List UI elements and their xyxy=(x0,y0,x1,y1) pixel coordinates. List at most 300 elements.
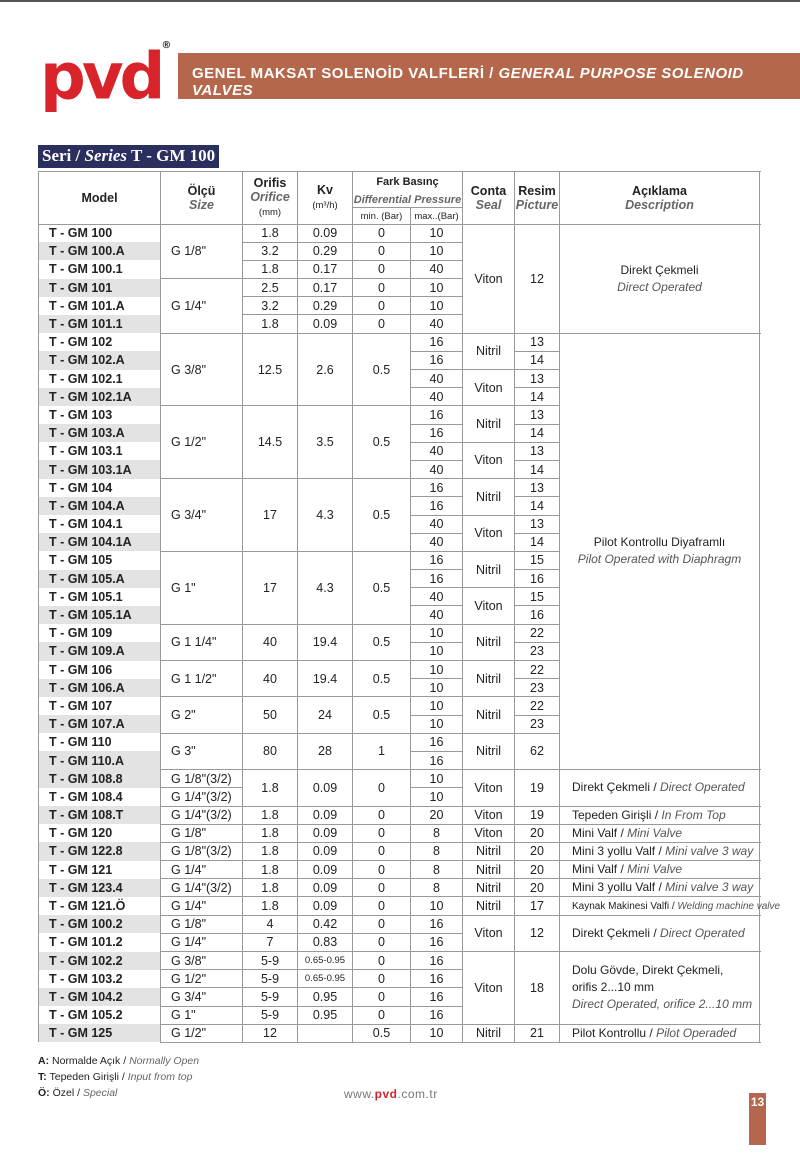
kv-cell: 19.4 xyxy=(298,624,353,660)
picture-cell: 23 xyxy=(515,679,560,697)
picture-cell: 12 xyxy=(515,224,560,333)
picture-cell: 20 xyxy=(515,861,560,879)
orifice-cell: 3.2 xyxy=(243,242,298,260)
seal-cell: Nitril xyxy=(463,897,515,915)
seal-cell: Nitril xyxy=(463,697,515,733)
model-cell: T - GM 106.A xyxy=(39,679,161,697)
orifice-cell: 3.2 xyxy=(243,297,298,315)
model-cell: T - GM 125 xyxy=(39,1024,161,1042)
size-cell: G 3/4" xyxy=(161,479,243,552)
note-t: T: Tepeden Girişli / Input from top xyxy=(38,1071,193,1083)
model-cell: T - GM 102 xyxy=(39,333,161,351)
min-pressure-cell: 0 xyxy=(353,806,411,824)
min-pressure-cell: 0 xyxy=(353,842,411,860)
max-pressure-cell: 10 xyxy=(411,679,463,697)
min-pressure-cell: 0.5 xyxy=(353,406,411,479)
kv-cell: 19.4 xyxy=(298,661,353,697)
orifice-cell: 12 xyxy=(243,1024,298,1042)
min-pressure-cell: 0 xyxy=(353,297,411,315)
col-max: max..(Bar) xyxy=(411,207,463,224)
seal-cell: Viton xyxy=(463,224,515,333)
min-pressure-cell: 0.5 xyxy=(353,479,411,552)
min-pressure-cell: 0.5 xyxy=(353,661,411,697)
size-cell: G 1/2" xyxy=(161,1024,243,1042)
picture-cell: 15 xyxy=(515,551,560,569)
kv-cell: 0.83 xyxy=(298,933,353,951)
model-cell: T - GM 105 xyxy=(39,551,161,569)
description-tr: Tepeden Girişli / xyxy=(572,807,659,822)
model-cell: T - GM 103.A xyxy=(39,424,161,442)
description-tr: Mini Valf / xyxy=(572,862,624,877)
min-pressure-cell: 0 xyxy=(353,952,411,970)
model-cell: T - GM 103.1A xyxy=(39,460,161,478)
model-cell: T - GM 107.A xyxy=(39,715,161,733)
model-cell: T - GM 105.1 xyxy=(39,588,161,606)
model-cell: T - GM 110.A xyxy=(39,751,161,769)
col-diff-pressure: Fark Basınç xyxy=(353,172,463,192)
size-cell: G 1/8"(3/2) xyxy=(161,842,243,860)
model-cell: T - GM 105.2 xyxy=(39,1006,161,1024)
max-pressure-cell: 10 xyxy=(411,224,463,242)
size-cell: G 1 1/4" xyxy=(161,624,243,660)
description-en: Welding machine valve xyxy=(677,900,781,912)
table-row xyxy=(39,952,760,970)
size-cell: G 1/2" xyxy=(161,970,243,988)
min-pressure-cell: 0.5 xyxy=(353,333,411,406)
max-pressure-cell: 40 xyxy=(411,315,463,333)
size-cell: G 1/4" xyxy=(161,897,243,915)
description-tr: Direkt Çekmeli xyxy=(620,262,699,277)
min-pressure-cell: 0 xyxy=(353,279,411,297)
seal-cell: Nitril xyxy=(463,861,515,879)
size-cell: G 1/4"(3/2) xyxy=(161,806,243,824)
kv-cell: 0.09 xyxy=(298,224,353,242)
picture-cell: 13 xyxy=(515,442,560,460)
description-tr: Direkt Çekmeli / xyxy=(572,925,657,940)
picture-cell: 14 xyxy=(515,497,560,515)
model-cell: T - GM 101.A xyxy=(39,297,161,315)
max-pressure-cell: 16 xyxy=(411,406,463,424)
picture-cell: 13 xyxy=(515,333,560,351)
picture-cell: 14 xyxy=(515,388,560,406)
model-cell: T - GM 100.2 xyxy=(39,915,161,933)
description-en: Mini Valve xyxy=(627,862,683,877)
picture-cell: 20 xyxy=(515,842,560,860)
model-cell: T - GM 105.A xyxy=(39,570,161,588)
kv-cell: 4.3 xyxy=(298,479,353,552)
model-cell: T - GM 102.A xyxy=(39,351,161,369)
col-diff-pressure-en: Differential Pressure xyxy=(353,193,462,206)
min-pressure-cell: 0 xyxy=(353,988,411,1006)
max-pressure-cell: 10 xyxy=(411,661,463,679)
picture-cell: 20 xyxy=(515,879,560,897)
min-pressure-cell: 0 xyxy=(353,242,411,260)
model-cell: T - GM 106 xyxy=(39,661,161,679)
description-en: Direct Operated xyxy=(617,279,702,294)
description-en: Direct Operated xyxy=(660,780,745,795)
orifice-cell: 2.5 xyxy=(243,279,298,297)
description-en: Pilot Operated with Diaphragm xyxy=(577,552,742,567)
picture-cell: 13 xyxy=(515,479,560,497)
max-pressure-cell: 16 xyxy=(411,952,463,970)
size-cell: G 3/8" xyxy=(161,333,243,406)
seal-cell: Nitril xyxy=(463,879,515,897)
max-pressure-cell: 16 xyxy=(411,551,463,569)
picture-cell: 19 xyxy=(515,806,560,824)
min-pressure-cell: 0 xyxy=(353,1006,411,1024)
max-pressure-cell: 10 xyxy=(411,697,463,715)
max-pressure-cell: 16 xyxy=(411,733,463,751)
orifice-cell: 40 xyxy=(243,624,298,660)
description-tr: Kaynak Makinesi Valfi / xyxy=(572,900,675,912)
description-cell xyxy=(560,333,760,770)
description-tr: Pilot Kontrollu / xyxy=(572,1025,653,1040)
kv-cell: 28 xyxy=(298,733,353,769)
orifice-cell: 17 xyxy=(243,479,298,552)
kv-cell: 0.09 xyxy=(298,897,353,915)
description-tr: Dolu Gövde, Direkt Çekmeli, xyxy=(572,963,724,978)
model-cell: T - GM 101 xyxy=(39,279,161,297)
size-cell: G 3/8" xyxy=(161,952,243,970)
model-cell: T - GM 109 xyxy=(39,624,161,642)
picture-cell: 16 xyxy=(515,570,560,588)
min-pressure-cell: 0 xyxy=(353,897,411,915)
series-label: Seri / Series T - GM 100 xyxy=(38,145,219,168)
kv-cell: 0.09 xyxy=(298,315,353,333)
orifice-cell: 5-9 xyxy=(243,970,298,988)
model-cell: T - GM 108.T xyxy=(39,806,161,824)
seal-cell: Nitril xyxy=(463,551,515,587)
max-pressure-cell: 16 xyxy=(411,570,463,588)
max-pressure-cell: 10 xyxy=(411,1024,463,1042)
model-cell: T - GM 100.1 xyxy=(39,260,161,278)
model-cell: T - GM 104 xyxy=(39,479,161,497)
max-pressure-cell: 40 xyxy=(411,370,463,388)
size-cell: G 1/4"(3/2) xyxy=(161,788,243,806)
orifice-cell: 1.8 xyxy=(243,315,298,333)
description-tr: Mini 3 yollu Valf / xyxy=(572,843,662,858)
max-pressure-cell: 16 xyxy=(411,497,463,515)
valve-table xyxy=(38,171,781,1043)
picture-cell: 14 xyxy=(515,533,560,551)
max-pressure-cell: 10 xyxy=(411,897,463,915)
description-en: In From Top xyxy=(661,807,726,822)
description-cell xyxy=(560,842,760,860)
description-cell xyxy=(560,861,760,879)
kv-cell: 24 xyxy=(298,697,353,733)
seal-cell: Viton xyxy=(463,806,515,824)
description-tr: Direkt Çekmeli / xyxy=(572,780,657,795)
table-body xyxy=(39,224,781,1042)
min-pressure-cell: 0 xyxy=(353,970,411,988)
orifice-cell: 5-9 xyxy=(243,952,298,970)
seal-cell: Nitril xyxy=(463,661,515,697)
description-en: Direct Operated, orifice 2...10 mm xyxy=(572,997,753,1012)
picture-cell: 14 xyxy=(515,351,560,369)
kv-cell: 0.65-0.95 xyxy=(298,952,353,970)
description-cell xyxy=(560,806,760,824)
description-en: Mini Valve xyxy=(627,825,683,840)
model-cell: T - GM 103.1 xyxy=(39,442,161,460)
description-tr: Pilot Kontrollu Diyaframlı xyxy=(593,535,726,550)
description-tr: Mini Valf / xyxy=(572,825,624,840)
kv-cell: 0.17 xyxy=(298,260,353,278)
min-pressure-cell: 0 xyxy=(353,224,411,242)
min-pressure-cell: 0.5 xyxy=(353,551,411,624)
min-pressure-cell: 0 xyxy=(353,861,411,879)
kv-cell: 0.09 xyxy=(298,770,353,806)
seal-cell: Viton xyxy=(463,824,515,842)
max-pressure-cell: 16 xyxy=(411,351,463,369)
picture-cell: 19 xyxy=(515,770,560,806)
size-cell: G 1/4" xyxy=(161,933,243,951)
orifice-cell: 1.8 xyxy=(243,897,298,915)
picture-cell: 13 xyxy=(515,515,560,533)
table-row xyxy=(39,770,760,788)
table-row xyxy=(39,879,760,897)
picture-cell: 13 xyxy=(515,406,560,424)
max-pressure-cell: 40 xyxy=(411,442,463,460)
max-pressure-cell: 16 xyxy=(411,479,463,497)
kv-cell: 0.09 xyxy=(298,806,353,824)
max-pressure-cell: 16 xyxy=(411,988,463,1006)
picture-cell: 22 xyxy=(515,661,560,679)
orifice-cell: 5-9 xyxy=(243,1006,298,1024)
max-pressure-cell: 20 xyxy=(411,806,463,824)
model-cell: T - GM 102.1 xyxy=(39,370,161,388)
col-description: Açıklama Description xyxy=(560,172,760,225)
model-cell: T - GM 101.2 xyxy=(39,933,161,951)
max-pressure-cell: 16 xyxy=(411,1006,463,1024)
table-row xyxy=(39,897,760,915)
table-row xyxy=(39,861,760,879)
col-model: Model xyxy=(39,172,161,225)
model-cell: T - GM 104.1A xyxy=(39,533,161,551)
seal-cell: Viton xyxy=(463,588,515,624)
col-orifice: Orifis Orifice (mm) xyxy=(243,172,298,225)
picture-cell: 16 xyxy=(515,606,560,624)
size-cell: G 1" xyxy=(161,551,243,624)
picture-cell: 23 xyxy=(515,642,560,660)
picture-cell: 14 xyxy=(515,424,560,442)
model-cell: T - GM 105.1A xyxy=(39,606,161,624)
description-cell xyxy=(560,879,760,897)
kv-cell: 4.3 xyxy=(298,551,353,624)
orifice-cell: 1.8 xyxy=(243,861,298,879)
orifice-cell: 14.5 xyxy=(243,406,298,479)
orifice-cell: 12.5 xyxy=(243,333,298,406)
description-cell xyxy=(560,952,760,1025)
seal-cell: Nitril xyxy=(463,406,515,442)
model-cell: T - GM 107 xyxy=(39,697,161,715)
model-cell: T - GM 108.4 xyxy=(39,788,161,806)
min-pressure-cell: 1 xyxy=(353,733,411,769)
description-en: Direct Operated xyxy=(660,925,745,940)
model-cell: T - GM 104.1 xyxy=(39,515,161,533)
orifice-cell: 17 xyxy=(243,551,298,624)
kv-cell: 0.17 xyxy=(298,279,353,297)
max-pressure-cell: 40 xyxy=(411,388,463,406)
model-cell: T - GM 101.1 xyxy=(39,315,161,333)
kv-cell: 0.95 xyxy=(298,1006,353,1024)
model-cell: T - GM 122.8 xyxy=(39,842,161,860)
description-cell xyxy=(560,770,760,806)
note-a: A: Normalde Açık / Normally Open xyxy=(38,1055,200,1067)
picture-cell: 15 xyxy=(515,588,560,606)
min-pressure-cell: 0 xyxy=(353,879,411,897)
orifice-cell: 1.8 xyxy=(243,806,298,824)
description-cell xyxy=(560,1024,760,1042)
description-en: Mini valve 3 way xyxy=(665,880,754,895)
max-pressure-cell: 10 xyxy=(411,642,463,660)
min-pressure-cell: 0.5 xyxy=(353,1024,411,1042)
size-cell: G 1/4"(3/2) xyxy=(161,879,243,897)
table-row xyxy=(39,224,760,242)
size-cell: G 1/4" xyxy=(161,279,243,334)
max-pressure-cell: 10 xyxy=(411,624,463,642)
model-cell: T - GM 100.A xyxy=(39,242,161,260)
min-pressure-cell: 0.5 xyxy=(353,697,411,733)
max-pressure-cell: 8 xyxy=(411,879,463,897)
model-cell: T - GM 104.2 xyxy=(39,988,161,1006)
kv-cell xyxy=(298,1024,353,1042)
table-row xyxy=(39,1024,760,1042)
orifice-cell: 4 xyxy=(243,915,298,933)
description-cell xyxy=(560,224,760,333)
seal-cell: Nitril xyxy=(463,842,515,860)
size-cell: G 2" xyxy=(161,697,243,733)
kv-cell: 2.6 xyxy=(298,333,353,406)
seal-cell: Viton xyxy=(463,915,515,951)
picture-cell: 18 xyxy=(515,952,560,1025)
kv-cell: 0.09 xyxy=(298,842,353,860)
table-row xyxy=(39,824,760,842)
orifice-cell: 7 xyxy=(243,933,298,951)
model-cell: T - GM 121 xyxy=(39,861,161,879)
seal-cell: Nitril xyxy=(463,479,515,515)
orifice-cell: 1.8 xyxy=(243,770,298,806)
max-pressure-cell: 40 xyxy=(411,460,463,478)
size-cell: G 1/8" xyxy=(161,915,243,933)
kv-cell: 0.09 xyxy=(298,824,353,842)
orifice-cell: 1.8 xyxy=(243,824,298,842)
model-cell: T - GM 100 xyxy=(39,224,161,242)
orifice-cell: 5-9 xyxy=(243,988,298,1006)
max-pressure-cell: 16 xyxy=(411,970,463,988)
size-cell: G 1/8" xyxy=(161,824,243,842)
max-pressure-cell: 8 xyxy=(411,861,463,879)
size-cell: G 3" xyxy=(161,733,243,769)
orifice-cell: 40 xyxy=(243,661,298,697)
page-title: GENEL MAKSAT SOLENOİD VALFLERİ / GENERAL PURPOSE SOLENOID VALVES xyxy=(192,65,744,99)
picture-cell: 22 xyxy=(515,697,560,715)
orifice-cell: 1.8 xyxy=(243,224,298,242)
description-en: Mini valve 3 way xyxy=(665,843,754,858)
note-o: Ö: Özel / Special xyxy=(38,1087,118,1099)
seal-cell: Nitril xyxy=(463,1024,515,1042)
kv-cell: 0.29 xyxy=(298,297,353,315)
orifice-cell: 1.8 xyxy=(243,842,298,860)
max-pressure-cell: 16 xyxy=(411,333,463,351)
seal-cell: Nitril xyxy=(463,624,515,660)
picture-cell: 14 xyxy=(515,460,560,478)
table-row xyxy=(39,806,760,824)
max-pressure-cell: 10 xyxy=(411,242,463,260)
picture-cell: 12 xyxy=(515,915,560,951)
picture-cell: 17 xyxy=(515,897,560,915)
kv-cell: 0.09 xyxy=(298,879,353,897)
model-cell: T - GM 102.1A xyxy=(39,388,161,406)
min-pressure-cell: 0 xyxy=(353,824,411,842)
model-cell: T - GM 104.A xyxy=(39,497,161,515)
size-cell: G 1 1/2" xyxy=(161,661,243,697)
size-cell: G 1/8" xyxy=(161,224,243,279)
kv-cell: 3.5 xyxy=(298,406,353,479)
max-pressure-cell: 16 xyxy=(411,751,463,769)
orifice-cell: 80 xyxy=(243,733,298,769)
orifice-cell: 50 xyxy=(243,697,298,733)
seal-cell: Nitril xyxy=(463,333,515,369)
min-pressure-cell: 0 xyxy=(353,260,411,278)
model-cell: T - GM 109.A xyxy=(39,642,161,660)
page-number: 13 xyxy=(750,1095,765,1109)
min-pressure-cell: 0 xyxy=(353,315,411,333)
description-cell xyxy=(560,915,760,951)
seal-cell: Viton xyxy=(463,952,515,1025)
max-pressure-cell: 10 xyxy=(411,297,463,315)
orifice-cell: 1.8 xyxy=(243,879,298,897)
description-cell xyxy=(560,897,781,915)
model-cell: T - GM 123.4 xyxy=(39,879,161,897)
description-tr2: orifis 2...10 mm xyxy=(572,980,655,995)
size-cell: G 3/4" xyxy=(161,988,243,1006)
orifice-cell: 1.8 xyxy=(243,260,298,278)
col-picture: Resim Picture xyxy=(515,172,560,225)
table-row xyxy=(39,915,760,933)
kv-cell: 0.65-0.95 xyxy=(298,970,353,988)
notes xyxy=(38,1053,199,1101)
model-cell: T - GM 110 xyxy=(39,733,161,751)
max-pressure-cell: 10 xyxy=(411,770,463,788)
max-pressure-cell: 16 xyxy=(411,915,463,933)
model-cell: T - GM 102.2 xyxy=(39,952,161,970)
seal-cell: Nitril xyxy=(463,733,515,769)
size-cell: G 1/8"(3/2) xyxy=(161,770,243,788)
seal-cell: Viton xyxy=(463,770,515,806)
col-kv: Kv (m³/h) xyxy=(298,172,353,225)
model-cell: T - GM 103 xyxy=(39,406,161,424)
seal-cell: Viton xyxy=(463,442,515,478)
description-tr: Mini 3 yollu Valf / xyxy=(572,880,662,895)
max-pressure-cell: 40 xyxy=(411,260,463,278)
picture-cell: 62 xyxy=(515,733,560,769)
picture-cell: 21 xyxy=(515,1024,560,1042)
min-pressure-cell: 0 xyxy=(353,915,411,933)
top-rule xyxy=(0,0,800,2)
col-size: Ölçü Size xyxy=(161,172,243,225)
max-pressure-cell: 16 xyxy=(411,424,463,442)
size-cell: G 1/2" xyxy=(161,406,243,479)
min-pressure-cell: 0 xyxy=(353,770,411,806)
description-cell xyxy=(560,824,760,842)
picture-cell: 22 xyxy=(515,624,560,642)
max-pressure-cell: 10 xyxy=(411,788,463,806)
model-cell: T - GM 103.2 xyxy=(39,970,161,988)
website-link[interactable]: www.pvd.com.tr xyxy=(344,1087,438,1101)
kv-cell: 0.29 xyxy=(298,242,353,260)
picture-cell: 23 xyxy=(515,715,560,733)
size-cell: G 1" xyxy=(161,1006,243,1024)
